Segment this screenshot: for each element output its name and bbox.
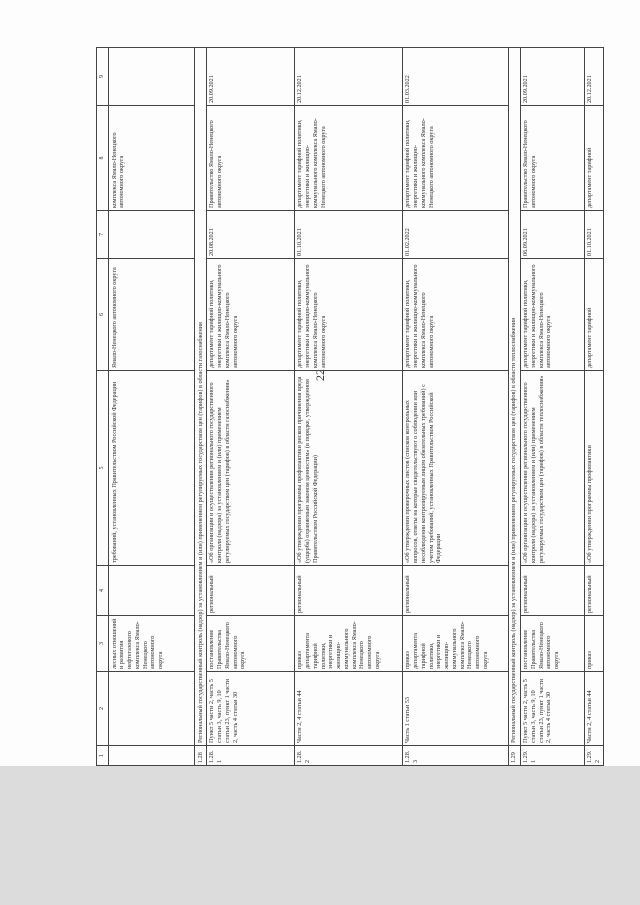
table-row <box>584 48 604 766</box>
cell-form: лесных отношений и развития нефтегазового комплекса Ямало-Ненецкого автономного округа <box>109 616 195 672</box>
section-row <box>508 48 520 766</box>
cell-form: постановление Правительства Ямало-Ненецкого автономного округа <box>206 616 294 672</box>
column-number: 7 <box>97 211 109 259</box>
page-number: 22 <box>313 369 327 381</box>
cell-description: «Об утверждении программы профилактики <box>584 371 604 566</box>
cell-basis: Пункт 5 части 2, часть 5 статьи 3, часть 9, 10 статьи 23, пункт 1 части 2, часть 4 статьи 30 <box>520 672 584 746</box>
continued-row <box>109 48 195 766</box>
cell-basis: Части 2, 4 статьи 44 <box>584 672 604 746</box>
cell-level: региональный <box>584 566 604 616</box>
scanner-background <box>0 766 640 905</box>
section-number: 1.28 <box>195 746 207 766</box>
cell-responsible: департамент тарифной <box>584 106 604 211</box>
cell-level: региональный <box>520 566 584 616</box>
cell-developer: департамент тарифной политики, энергетики и жилищно-коммунального комплекса Ямало-Ненецкого автономного округа <box>402 259 508 371</box>
cell-description: «Об организации и осуществлении регионального государственного контроля (надзора) за установлением и (или) применением регулируемых государством цен (тарифов) в области теплоснабжения» <box>520 371 584 566</box>
cell-execution-date: 20.09.2021 <box>206 48 294 106</box>
cell-date: 01.10.2021 <box>584 211 604 259</box>
cell-developer: департамент тарифной <box>584 259 604 371</box>
cell-basis: Часть 1 статьи 53 <box>402 672 508 746</box>
cell-number: 1.28.3 <box>402 746 508 766</box>
cell-execution-date: 01.03.2022 <box>402 48 508 106</box>
section-title: Региональный государственный контроль (надзор) за установлением и (или) применением регулируемых государством цен (тарифов) в области теплоснабжения <box>508 48 520 746</box>
cell-basis: Пункт 5 части 2, часть 5 статьи 3, часть 9, 10 статьи 23, пункт 1 части 2, часть 4 статьи 30 <box>206 672 294 746</box>
table-row <box>520 48 584 766</box>
cell-description: «Об утверждении проверочных листов (списков контрольных вопросов, ответы на которые свидетельствуют о соблюдении или несоблюдении контролируемым лицом обязательных требований) с учетом требований, установленных Правительством Российской Федерации <box>402 371 508 566</box>
cell-form: приказ департамента тарифной политики, энергетики и жилищно-коммунального комплекса Ямало-Ненецкого автономного округа <box>402 616 508 672</box>
cell-form: приказ <box>584 616 604 672</box>
table-viewport <box>96 48 601 766</box>
cell-execution-date: 20.09.2021 <box>520 48 584 106</box>
cell-form: постановление Правительства Ямало-Ненецкого автономного округа <box>520 616 584 672</box>
cell-developer: департамент тарифной политики, энергетики и жилищно-коммунального комплекса Ямало-Ненецкого автономного округа <box>520 259 584 371</box>
column-number: 9 <box>97 48 109 106</box>
table-row <box>402 48 508 766</box>
cell-number: 1.29.1 <box>520 746 584 766</box>
cell-developer: департамент тарифной политики, энергетики и жилищно-коммунального комплекса Ямало-Ненецкого автономного округа <box>206 259 294 371</box>
section-number: 1.29 <box>508 746 520 766</box>
column-number-row <box>97 48 109 766</box>
cell-developer: департамент тарифной политики, энергетики и жилищно-коммунального комплекса Ямало-Ненецкого автономного округа <box>294 259 402 371</box>
rotated-table-container <box>96 48 601 766</box>
cell-number: 1.29.2 <box>584 746 604 766</box>
cell-execution-date: 20.12.2021 <box>584 48 604 106</box>
column-number: 2 <box>97 672 109 746</box>
cell-form: приказ департамента тарифной политики, энергетики и жилищно-коммунального комплекса Ямало-Ненецкого автономного округа <box>294 616 402 672</box>
cell-number: 1.28.2 <box>294 746 402 766</box>
cell-date: 01.02.2022 <box>402 211 508 259</box>
cell-description: «Об утверждении программы профилактики рисков причинения вреда (ущерба) охраняемым законом ценностям» (в порядке, утвержденном Правительством Российской Федерации) <box>294 371 402 566</box>
table-row <box>206 48 294 766</box>
cell-basis: Части 2, 4 статьи 44 <box>294 672 402 746</box>
cell-description: «Об организации и осуществлении регионального государственного контроля (надзора) за установлением и (или) применением регулируемых государством цен (тарифов) в области газоснабжения» <box>206 371 294 566</box>
cell-responsible: департамент тарифной политики, энергетики и жилищно-коммунального комплекса Ямало-Ненецкого автономного округа <box>294 106 402 211</box>
cell-developer: Ямало-Ненецкого автономного округа <box>109 259 195 371</box>
cell-date <box>109 211 195 259</box>
column-number: 8 <box>97 106 109 211</box>
cell-responsible: Правительство Ямало-Ненецкого автономного округа <box>206 106 294 211</box>
cell-responsible: комплекса Ямало-Ненецкого автономного округа <box>109 106 195 211</box>
cell-description: требований, установленных Правительством Российской Федерации <box>109 371 195 566</box>
cell-execution-date <box>109 48 195 106</box>
table-row <box>294 48 402 766</box>
cell-level: региональный <box>294 566 402 616</box>
section-title: Региональный государственный контроль (надзор) за установлением и (или) применением регулируемых государством цен (тарифов) в области газоснабжения <box>195 48 207 746</box>
cell-number: 1.28.1 <box>206 746 294 766</box>
column-number: 4 <box>97 566 109 616</box>
cell-date: 06.09.2021 <box>520 211 584 259</box>
section-row <box>195 48 207 766</box>
cell-responsible: департамент тарифной политики, энергетики и жилищно-коммунального комплекса Ямало-Ненецкого автономного округа <box>402 106 508 211</box>
cell-level: региональный <box>402 566 508 616</box>
column-number: 5 <box>97 371 109 566</box>
column-number: 1 <box>97 746 109 766</box>
cell-level: региональный <box>206 566 294 616</box>
regulation-table <box>96 47 604 766</box>
cell-level <box>109 566 195 616</box>
column-number: 3 <box>97 616 109 672</box>
cell-number <box>109 746 195 766</box>
cell-date: 01.10.2021 <box>294 211 402 259</box>
column-number: 6 <box>97 259 109 371</box>
cell-execution-date: 20.12.2021 <box>294 48 402 106</box>
cell-responsible: Правительство Ямало-Ненецкого автономного округа <box>520 106 584 211</box>
cell-basis <box>109 672 195 746</box>
cell-date: 20.08.2021 <box>206 211 294 259</box>
